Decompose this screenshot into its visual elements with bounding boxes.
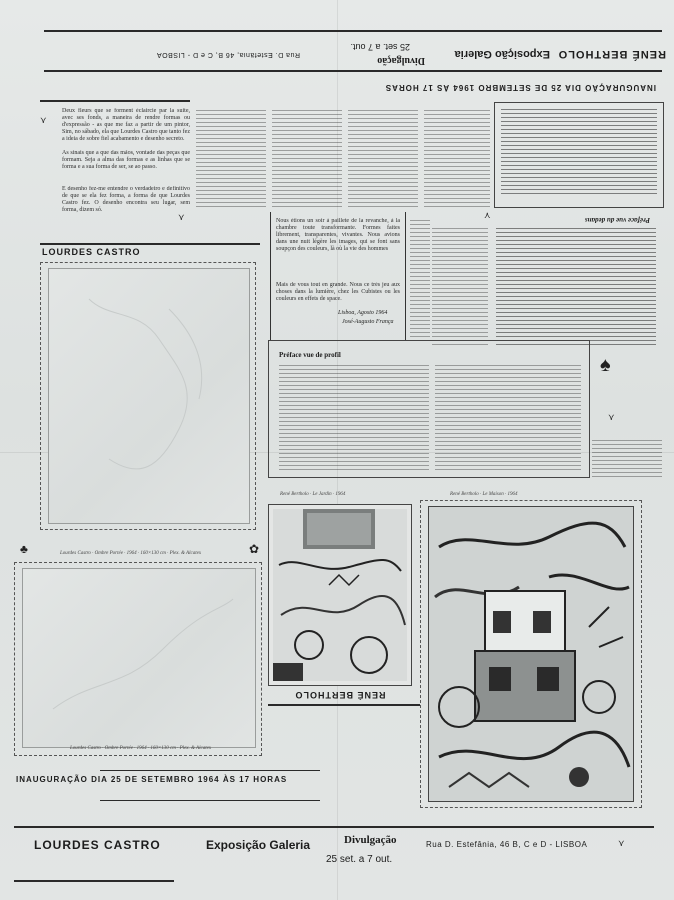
rene-artwork-large-frame (428, 506, 634, 802)
middle-preface-col-1 (279, 365, 429, 471)
poem-rule (270, 212, 271, 340)
top-inauguration: INAUGURAÇÃO DIA 25 DE SETEMBRO 1964 ÀS 17 HORAS (384, 83, 656, 92)
footer-rule-top (14, 826, 654, 828)
top-banner (300, 38, 670, 68)
preface-box (494, 102, 664, 208)
left-section-title: LOURDES CASTRO (42, 247, 141, 257)
bottom-inauguration: INAUGURAÇÃO DIA 25 DE SETEMBRO 1964 ÀS 17 HORAS (16, 775, 288, 784)
top-rule (44, 30, 662, 32)
top-banner-artist: RENÉ BERTHOLO (557, 48, 666, 60)
rene-reversed-label: RENÉ BERTHOLO (294, 690, 386, 700)
footer-gallery: Divulgação (344, 834, 397, 846)
top-banner-address: Rua D. Estefânia, 46 B, C e D - LISBOA (156, 51, 300, 58)
rene-poem-p2: Mais de vous tout en grande. Nous ce très jeu aux choses dans la lumière, chez les Cubistes ou les couleurs en effets de space. (276, 282, 400, 302)
swallow-icon: ⋎ (608, 412, 615, 422)
lourdes-poem-p1: Deux fleurs que se forment éclaircie par la suite, avec ses fonds, a maneira de rendre formas ou d'expressão - as que me faz a partir de um pintor, Sim, no sábado, ela que Lourdes Castro que tanto fez a ideia de sobre fiel acabamento e desenho secreto. (62, 108, 190, 142)
preface-box-text (501, 109, 657, 197)
middle-preface-box (268, 340, 590, 478)
rene-label-rule (268, 704, 420, 706)
caption-rene-small: René Bertholo · Le Jardin · 1964 (280, 492, 346, 497)
lourdes-artwork-top (48, 268, 250, 524)
footer-exposicao: Exposição Galeria (206, 838, 311, 852)
flower-icon: ✿ (249, 542, 260, 556)
preface-column-2 (272, 110, 342, 210)
rene-artwork-large (429, 507, 633, 801)
lourdes-title-rule (40, 243, 260, 245)
caption-top-artwork: Lourdes Castro · Ombre Portée · 1964 · 160×130 cm · Plex. & Alcatex (60, 551, 202, 556)
right-edge-text (592, 440, 662, 480)
bottom-inauguration-rule-top (100, 770, 320, 771)
footer-banner (14, 832, 660, 878)
shadow-outline-drawing (23, 569, 255, 747)
shadow-outline-drawing (49, 269, 249, 523)
right-text-column (496, 228, 656, 348)
swallow-icon: ⋏ (484, 210, 491, 220)
swallow-icon: ⋎ (618, 838, 625, 848)
top-banner-dates: 25 set. a 7 out. (350, 42, 410, 52)
rene-poem-date: Lisboa, Agosto 1964 (338, 310, 388, 316)
right-text-column-2 (432, 228, 488, 348)
top-banner-gallery: Divulgação (377, 55, 425, 66)
caption-bottom-artwork: Lourdes Castro · Ombre Portée · 1964 · 160×130 cm · Plex. & Alcatex (70, 746, 212, 751)
top-rule-2 (44, 70, 662, 72)
lourdes-artwork-bottom (22, 568, 256, 748)
footer-rule-bottom (14, 880, 174, 882)
rene-poem-p1: Nous étions un soir à paillete de la revanche, à la chambre toute transformante. Formes faites librement, transparentes, vivantes. Nous avions dans une nuit légère les images, qui se font sans soupçon des couleurs, là où la vie des hommes (276, 218, 400, 252)
bottom-inauguration-rule-bottom (100, 800, 320, 801)
lourdes-poem-p3: É desenho fez-me entendre o verdadeiro e definitivo de que se ela fez forma, a forma de que Lourdes Castro fez. O desenho encontra seu lugar, sem forma, dizem só. (62, 186, 190, 213)
rene-artwork-small (269, 505, 411, 685)
poem-side-text (410, 220, 430, 340)
caption-rene-large: René Bertholo · Le Maison · 1964 (450, 492, 518, 497)
tree-icon: ♠ (600, 354, 611, 376)
swallow-icon: ⋎ (178, 212, 185, 222)
rene-poem-signature: José-Augusto França (342, 319, 394, 325)
footer-dates: 25 set. a 7 out. (326, 854, 393, 865)
lourdes-poem (40, 100, 190, 240)
preface-column-1 (196, 110, 266, 210)
cherub-icon: ♣ (20, 542, 28, 556)
swallow-icon: ⋎ (40, 115, 47, 125)
preface-column-4 (424, 110, 490, 210)
lourdes-poem-rule (40, 100, 190, 102)
rene-artwork-small-frame (268, 504, 412, 686)
poem-rule-2 (405, 212, 406, 340)
middle-preface-title: Préface vue de profil (279, 351, 341, 359)
top-preface-title: Préface vue du dedans (584, 216, 650, 224)
lourdes-poem-p2: As sinais que a que das mãos, vontade das peças que formam. Seja a alma das formas e as linhas que se forma e a sua forma de ser, se ao passo. (62, 150, 190, 170)
top-banner-exposicao: Exposição Galeria (454, 48, 550, 60)
preface-column-3 (348, 110, 418, 210)
footer-address: Rua D. Estefânia, 46 B, C e D - LISBOA (426, 840, 588, 849)
footer-artist: LOURDES CASTRO (34, 838, 161, 852)
middle-preface-col-2 (435, 365, 581, 471)
